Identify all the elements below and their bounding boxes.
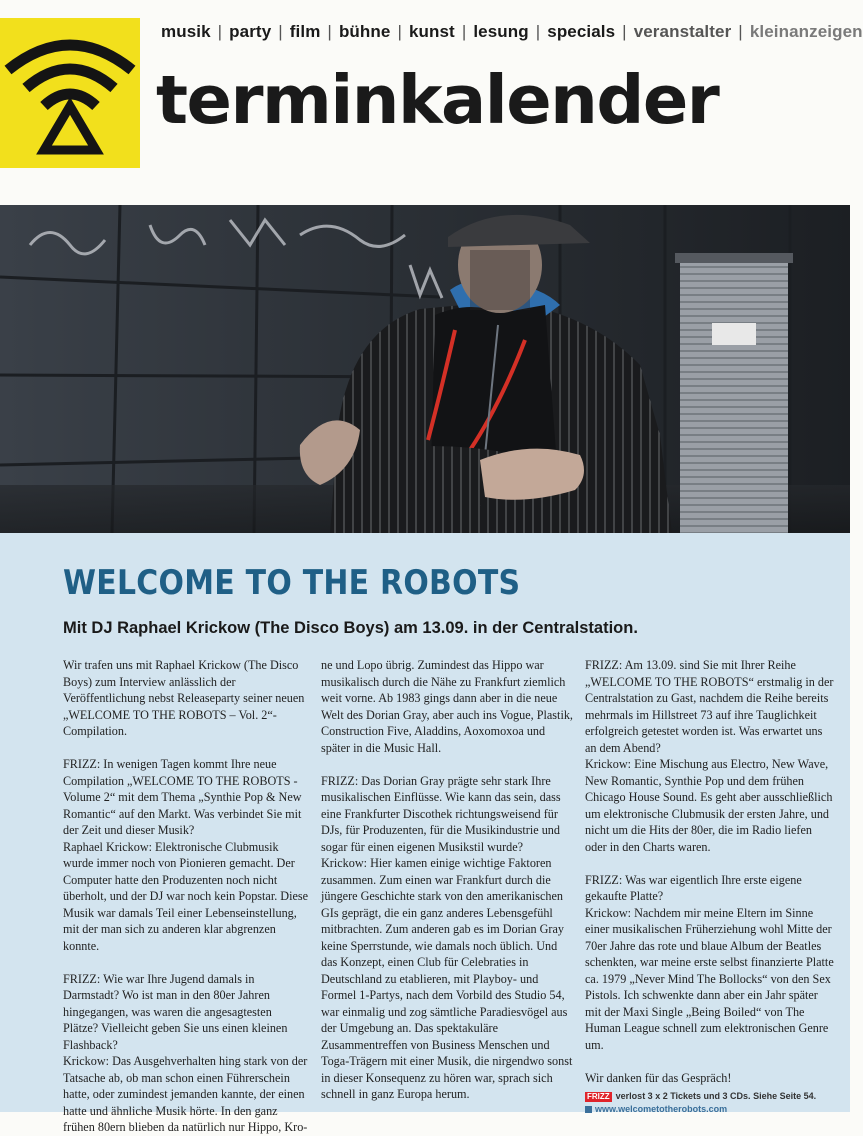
paragraph: Wir danken für das Gespräch! <box>585 1070 732 1085</box>
article-column-3 <box>585 657 835 1116</box>
nav-item-party[interactable]: party <box>229 22 272 41</box>
article-column-1 <box>63 657 309 1136</box>
website-link[interactable] <box>585 1103 835 1116</box>
paragraph: Krickow: Eine Mischung aus Electro, New Wave, New Romantic, Synthie Pop und dem frühen Chicago House Sound. Es geht aber ausschließlich um elektronische Clubmusik der ersten Jahre, und nicht um die Hits der 80er, die im Radio liefen oder in den Charts waren. <box>585 757 833 854</box>
square-bullet-icon <box>585 1106 592 1113</box>
nav-item-buehne[interactable]: bühne <box>338 22 391 41</box>
nav-item-lesung[interactable]: lesung <box>473 22 529 41</box>
article-body <box>63 657 843 1134</box>
paragraph: ne und Lopo übrig. Zumindest das Hippo war musikalisch durch die Nähe zu Frankfurt ziemlich weit vorne. Ab 1983 gings dann aber in die neue Welt des Dorian Gray, aber auch ins Vogue, Plastik, Construction Five, Aladdins, Aoxomoxoa und später in die Music Hall. <box>321 658 573 755</box>
promo-text: verlost 3 x 2 Tickets und 3 CDs. Siehe Seite 54. <box>615 1091 817 1101</box>
paragraph: FRIZZ: Was war eigentlich Ihre erste eigene gekaufte Platte? <box>585 872 802 903</box>
hero-photo <box>0 205 850 533</box>
article-subline: Mit DJ Raphael Krickow (The Disco Boys) am 13.09. in der Centralstation. <box>63 619 638 637</box>
page-header <box>0 0 863 205</box>
nav-item-specials[interactable]: specials <box>547 22 616 41</box>
paragraph: Wir trafen uns mit Raphael Krickow (The Disco Boys) zum Interview anlässlich der Veröffentlichung nebst Releaseparty seiner neuen „WELCOME TO THE ROBOTS – Vol. 2“-Compilation. <box>63 658 305 738</box>
signal-tower-icon <box>0 18 140 168</box>
paragraph: Krickow: Hier kamen einige wichtige Faktoren zusammen. Zum einen war Frankfurt durch die jüngere Geschichte stark von den amerikanischen GIs geprägt, die ein ganz anderes Lebensgefühl mitbrachten. Zum anderen gab es im Dorian Gray keine Sperrstunde, wie damals noch üblich. Und das Konzept, einen Club für Celebraties in Deutschland zu etablieren, mit Playboy- und Formel 1-Partys, nach dem Vorbild des Studio 54, war einmalig und zog sämtliche Paradiesvögel aus der Umgebung an. Das spektakuläre Zusammentreffen von Business Menschen und Toga-Trägern mit einer Musik, die nirgendwo sonst in dieser Konsequenz zu hören war, sprach sich schnell in ganz Europa herum. <box>321 856 573 1101</box>
paragraph: Krickow: Nachdem mir meine Eltern im Sinne einer musikalischen Früherziehung wohl Mitte der 70er Jahre das rote und blaue Album der Beatles schenkten, war meine erste selbst finanzierte Platte ca. 1979 „Never Mind The Bollocks“ von den Sex Pistols. Ich schwenkte dann aber ein Jahr später mit der Maxi Single „Being Boiled“ von The Human League schnell zum elektronischen Genre um. <box>585 905 834 1052</box>
article <box>0 533 850 1134</box>
paragraph: Krickow: Das Ausgehverhalten hing stark von der Tatsache ab, ob man schon einen Führerschein hatte, oder zumindest jemanden kannte, der einen hatte und ähnliche Musik hörte. In den ganz frühen 80ern blieben da natürlich nur Hippo, Kro- <box>63 1054 308 1134</box>
nav-item-kunst[interactable]: kunst <box>408 22 455 41</box>
paragraph: FRIZZ: Wie war Ihre Jugend damals in Darmstadt? Wo ist man in den 80er Jahren hingegangen, was waren die angesagtesten Plätze? Vielleicht geben Sie uns einen kleinen Flashback? <box>63 971 288 1052</box>
page-title: terminkalender <box>156 61 719 139</box>
paragraph: FRIZZ: Das Dorian Gray prägte sehr stark Ihre musikalischen Einflüsse. Wie kann das sein, dass eine Frankfurter Discothek richtungsweisend für DJs, für Produzenten, für die Musikindustrie und sogar für einen eigenen Musikstil wurde? <box>321 773 561 854</box>
nav-item-film[interactable]: film <box>289 22 321 41</box>
nav-item-musik[interactable]: musik <box>161 22 211 41</box>
article-column-2 <box>321 657 573 1103</box>
paragraph: FRIZZ: Am 13.09. sind Sie mit Ihrer Reihe „WELCOME TO THE ROBOTS“ erstmalig in der Centralstation zu Gast, nachdem die Reihe bereits mehrmals im Hillstreet 73 auf ihre Tauglichkeit erfolgreich getestet worden ist. Was erwartet uns an dem Abend? <box>585 658 834 755</box>
paragraph: FRIZZ: In wenigen Tagen kommt Ihre neue Compilation „WELCOME TO THE ROBOTS - Volume 2“ mit dem Thema „Synthie Pop & New Romantic“ auf den Markt. Was verbindet Sie mit der Zeit und dieser Musik? <box>63 757 302 837</box>
category-nav: musik | party | film | bühne | kunst | lesung | specials | veranstalter | kleinanzeigen <box>161 22 863 41</box>
ticket-promo <box>585 1090 835 1103</box>
nav-item-veranstalter[interactable]: veranstalter <box>633 22 732 41</box>
website-url[interactable]: www.welcometotherobots.com <box>595 1104 728 1114</box>
article-headline: WELCOME TO THE ROBOTS <box>63 563 521 603</box>
signal-logo <box>0 18 140 168</box>
frizz-badge: FRIZZ <box>587 1092 610 1101</box>
nav-item-kleinanzeigen[interactable]: kleinanzeigen <box>749 22 863 41</box>
paragraph: Raphael Krickow: Elektronische Clubmusik wurde immer noch von Pionieren gemacht. Der Computer hatte den Produzenten noch nicht überholt, und der DJ war noch kein Popstar. Diese Musik war damals Teil einer Lebenseinstellung, mit der man sich zu anderen klar abgrenzen konnte. <box>63 839 309 953</box>
